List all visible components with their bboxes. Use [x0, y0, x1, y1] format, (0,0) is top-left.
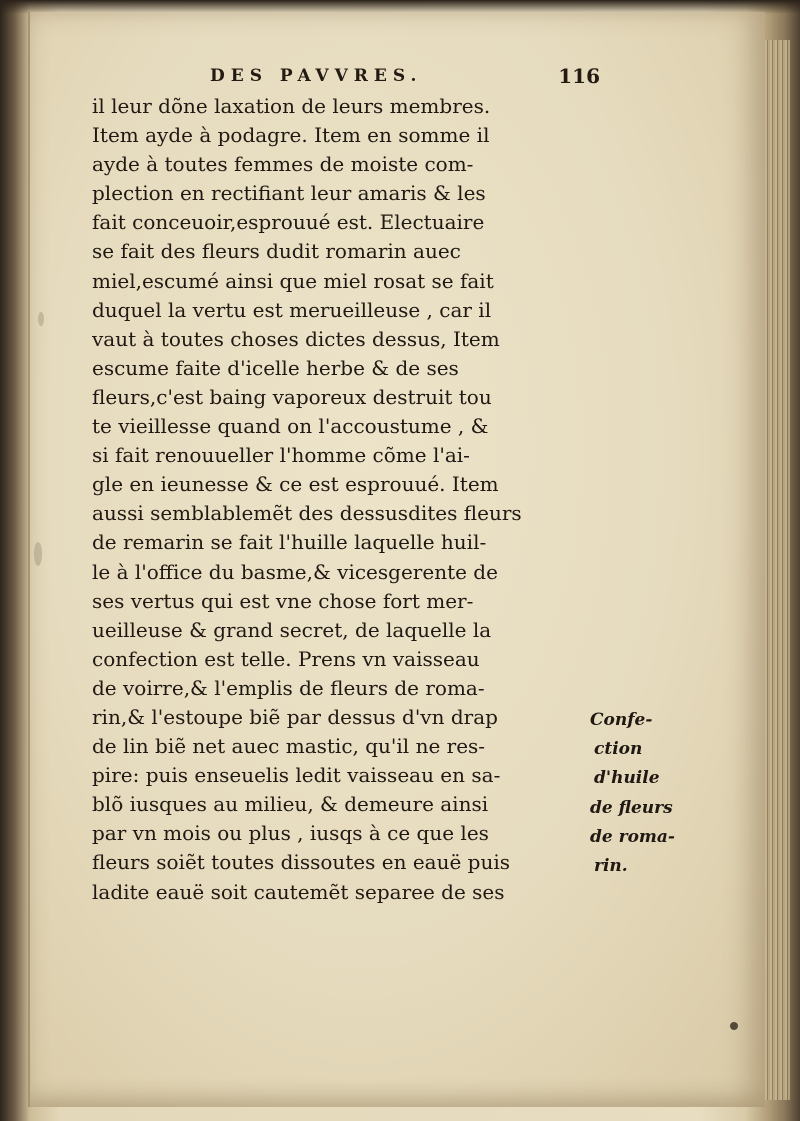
marginal-note-line: de fleurs [590, 797, 673, 818]
text-line: te vieillesse quand on l'accoustume , & [92, 414, 489, 439]
text-line: si fait renouueller l'homme cõme l'ai- [92, 443, 470, 468]
text-line: confection est telle. Prens vn vaisseau [92, 646, 480, 671]
text-line: le à l'office du basme,& vicesgerente de [92, 559, 498, 584]
ink-spot [730, 1022, 738, 1030]
text-line: par vn mois ou plus , iusqs à ce que les [92, 821, 489, 846]
text-line: plection en rectifiant leur amaris & les [92, 181, 486, 206]
text-line: aussi semblablemẽt des dessusdites fleurs [92, 501, 522, 526]
text-line: fait conceuoir,esprouué est. Electuaire [92, 210, 485, 235]
marginal-note [590, 706, 720, 881]
text-line: Item ayde à podagre. Item en somme il [92, 123, 490, 148]
text-line: gle en ieunesse & ce est esprouué. Item [92, 472, 499, 497]
marginal-note-line: ction [594, 739, 643, 760]
text-line: il leur dõne laxation de leurs membres. [92, 94, 491, 118]
text-line: ueilleuse & grand secret, de laquelle la [92, 617, 492, 642]
text-line: miel,escumé ainsi que miel rosat se fait [92, 268, 494, 293]
text-line: de remarin se fait l'huille laquelle huil- [92, 530, 487, 555]
text-line: duquel la vertu est merueilleuse , car il [92, 297, 492, 322]
text-line: de voirre,& l'emplis de fleurs de roma- [92, 675, 485, 700]
marginal-note-line: rin. [594, 856, 628, 877]
body-text [92, 92, 597, 907]
text-line: ses vertus qui est vne chose fort mer- [92, 588, 474, 613]
text-line: de lin biẽ net auec mastic, qu'il ne res- [92, 734, 486, 759]
page-number: 116 [558, 64, 600, 88]
text-line: se fait des fleurs dudit romarin auec [92, 239, 461, 264]
text-line: blõ iusques au milieu, & demeure ainsi [92, 792, 489, 817]
marginal-note-line: d'huile [594, 768, 660, 789]
running-head: DES PAVVRES. [210, 66, 423, 86]
marginal-note-line: Confe- [590, 710, 653, 730]
text-line: fleurs,c'est baing vaporeux destruit tou [92, 384, 492, 409]
text-line: pire: puis enseuelis ledit vaisseau en sa- [92, 763, 501, 788]
ink-spot [34, 542, 42, 566]
text-line: fleurs soiẽt toutes dissoutes en eauë puis [92, 850, 511, 875]
text-line: ayde à toutes femmes de moiste com- [92, 152, 474, 177]
text-line: ladite eauë soit cautemẽt separee de ses [92, 879, 505, 904]
text-line: escume faite d'icelle herbe & de ses [92, 355, 459, 380]
text-line: rin,& l'estoupe biẽ par dessus d'vn drap [92, 704, 498, 729]
ink-spot [38, 312, 44, 326]
marginal-note-line: de roma- [590, 826, 675, 847]
text-line: vaut à toutes choses dictes dessus, Item [92, 326, 500, 351]
